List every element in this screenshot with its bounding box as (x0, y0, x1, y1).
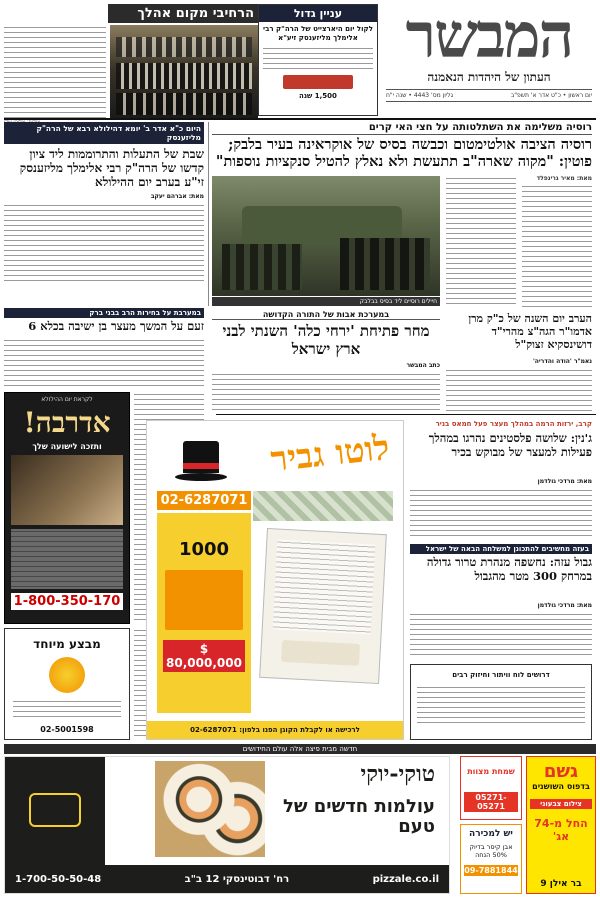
aderaba-photo (11, 455, 123, 525)
lotto-footer[interactable]: לרכישה או לקבלת הקוגן הפנו בלפון: 02-6287071 (147, 721, 403, 739)
tokyo-address: רח' דבוטינסקי 12 ב"ב (184, 873, 290, 885)
top-left-title: הרחיבי מקום אהלך (108, 4, 258, 23)
crowd-photo (110, 25, 258, 119)
lead-photo (212, 176, 440, 296)
aderaba-sub: ותזכה לישועה שלך (32, 442, 102, 451)
tokyo-sub: עולמות חדשים של טעם (282, 796, 435, 837)
bottom-ad-sub: אבן קיסר בדיוק 50% הנחה (469, 843, 513, 859)
gaza1-body (410, 488, 592, 538)
ad-banner: חדשה מבית פיצה אלה עולם החידושים (4, 744, 596, 754)
ekron-body (446, 368, 592, 412)
ekron-headline: הערב יום השנה של כ"ק מרן אדמו"ר הגה"צ מהרי"ד דושינסקיא זצוק"ל (468, 312, 592, 351)
mid-ad-title: שמחת מצוות (467, 767, 515, 776)
masthead (386, 0, 592, 116)
lotto-prize: $ 80,000,000 (163, 640, 245, 672)
gaza1-headline: ג'נין: שלושה פלסטינים נהרגו במהלך פעילות למעצר של מבוקש בכיר (428, 431, 592, 459)
bottom-ad-title: יש למכירה (469, 829, 513, 839)
promo-graphic (283, 75, 353, 89)
aderaba-ad: לקראת יום ההילולא אדרבה! ותזכה לישועה שלך 1-800-350-170 (4, 392, 130, 624)
gaza2-body (410, 612, 592, 658)
mivtza-graphic (49, 657, 85, 693)
second-kicker: היום כ"א אדר ב' יומא דהילולא רבא של הרה"ק מליזענסק (4, 122, 204, 144)
gesem-ad (526, 756, 596, 894)
top-hat-icon (175, 441, 227, 481)
zeev-headline: זעם על המשך מעצר בן ישיבה בכלא 6 (28, 319, 204, 333)
mid-ad-phone[interactable]: 05271-05271 (464, 792, 518, 812)
gesem-price: החל מ-74 אג' (534, 817, 588, 843)
tokyo-ad (4, 756, 450, 894)
lead-byline: מאת: מאיר גרינפלד (536, 175, 592, 182)
ekron-byline: נאמ"ר 'הודה והדריה' (532, 358, 592, 365)
gesem-addr: בר אילן 9 (540, 879, 582, 889)
notice-box (410, 664, 592, 740)
masthead-title: המבשר (405, 0, 573, 72)
top-left-feature (4, 4, 258, 116)
yeshiva-byline: כתב המבשר (406, 362, 440, 369)
gesem-line: צילום צבעוני (530, 799, 592, 809)
bottom-ad-phone[interactable]: 09-7881844 (464, 866, 518, 875)
tokyo-footer (5, 865, 449, 893)
bottom-small-ad (460, 824, 522, 894)
second-byline: מאת: אברהם יעקב (150, 193, 204, 200)
tokyo-title: טוקי-יוקי (360, 761, 435, 787)
mivtza-phone[interactable]: 02-5001598 (40, 725, 94, 734)
scooter-panel (5, 757, 105, 865)
second-body (4, 203, 204, 283)
lotto-ad (146, 420, 404, 740)
lotto-ticket (259, 528, 387, 684)
notice-small: דרושים לוח וויתור וחיזוק רבים (452, 671, 550, 679)
promo-body: לקול יום היארצייט של הרה"ק רבי אלימלך מליזענסק זיע"א (263, 25, 373, 42)
promo-bottom: 1,500 שנה (299, 92, 337, 100)
aderaba-phone[interactable]: 1-800-350-170 (11, 593, 123, 610)
zeev-kicker: במערבת על בחירות הרב בבני ברק (4, 308, 204, 318)
lead-col-1 (522, 184, 592, 308)
yeshiva-headline: מחר פתיחת 'ירחי כלה' השנתי לבני ארץ ישראל (222, 322, 430, 358)
mid-ad (460, 756, 522, 820)
second-headline: שבת של התעלות והתרוממות ליד ציון קדשו של הרה"ק רבי אלימלך מליזענסק זי"ע בערב יום ההילולא (19, 147, 204, 189)
lead-photo-caption: חיילים רוסיים ליד בסיס בבלבק (212, 297, 440, 306)
second-story (4, 122, 204, 292)
mivtza-ad (4, 628, 130, 740)
gaza1-kicker: קרב, ירזות הרמה במהלך מעצר פעל חמאס בניר (435, 420, 592, 428)
lead-kicker: רוסיה משלימה את השתלטותה על חצי האי קרים (212, 122, 592, 135)
top-promo-box (258, 4, 378, 116)
gaza2-kicker: בעזה מחשיבים להתכונן למשלחה הבאה של ישראל (410, 544, 592, 554)
masthead-tagline: העתון של היהדות הנאמנה (427, 70, 551, 84)
promo-label: עניין גדול (259, 5, 377, 22)
gesem-title: גשם (543, 761, 579, 782)
aderaba-title: אדרבה! (23, 406, 111, 439)
yeshiva-kicker: במערכת אבות של התורה הקדושה (212, 310, 440, 320)
tokyo-phone[interactable]: 1-700-50-50-48 (15, 873, 102, 885)
tokyo-url[interactable]: pizzale.co.il (372, 873, 439, 885)
mivtza-title: מבצע מיוחד (33, 637, 101, 651)
masthead-issue: גליון מס' 4443 • שנה י"ח (386, 92, 454, 99)
lotto-title: לוטו גביר (268, 427, 392, 481)
masthead-date: יום ראשון • כ"ט אדר א' תשפ"ב (510, 92, 592, 99)
lotto-column (157, 513, 251, 713)
gaza1-byline: מאת: מרדכי גולדמן (537, 478, 592, 485)
sushi-photo (155, 761, 265, 857)
lead-col-2 (446, 176, 516, 306)
left-story-body (4, 338, 204, 388)
top-left-text (4, 25, 106, 119)
lotto-phone[interactable]: 02-6287071 (157, 491, 251, 510)
lotto-amount-small: 1000 (178, 539, 230, 560)
gaza2-byline: מאת: מרדכי גולדמן (537, 602, 592, 609)
yeshiva-body (212, 372, 440, 412)
scooter-icon (29, 793, 81, 827)
top-rule (4, 118, 596, 120)
gaza2-headline: גבול עזה: נחשפה מנהרת טרור גדולה במרחק 300 מטר מהגבול (426, 555, 592, 583)
gesem-sub: בדפוס השושנים (532, 782, 590, 791)
money-scatter (253, 491, 393, 521)
lead-headline: רוסיה הציבה אולטימטום וכבשה בסיס של אוקראינה בעיר בלבק; פוטין: "מקוה שארה"ב תתעשת ולא נאלץ להטיל סנקציות נוספות" (215, 136, 592, 170)
